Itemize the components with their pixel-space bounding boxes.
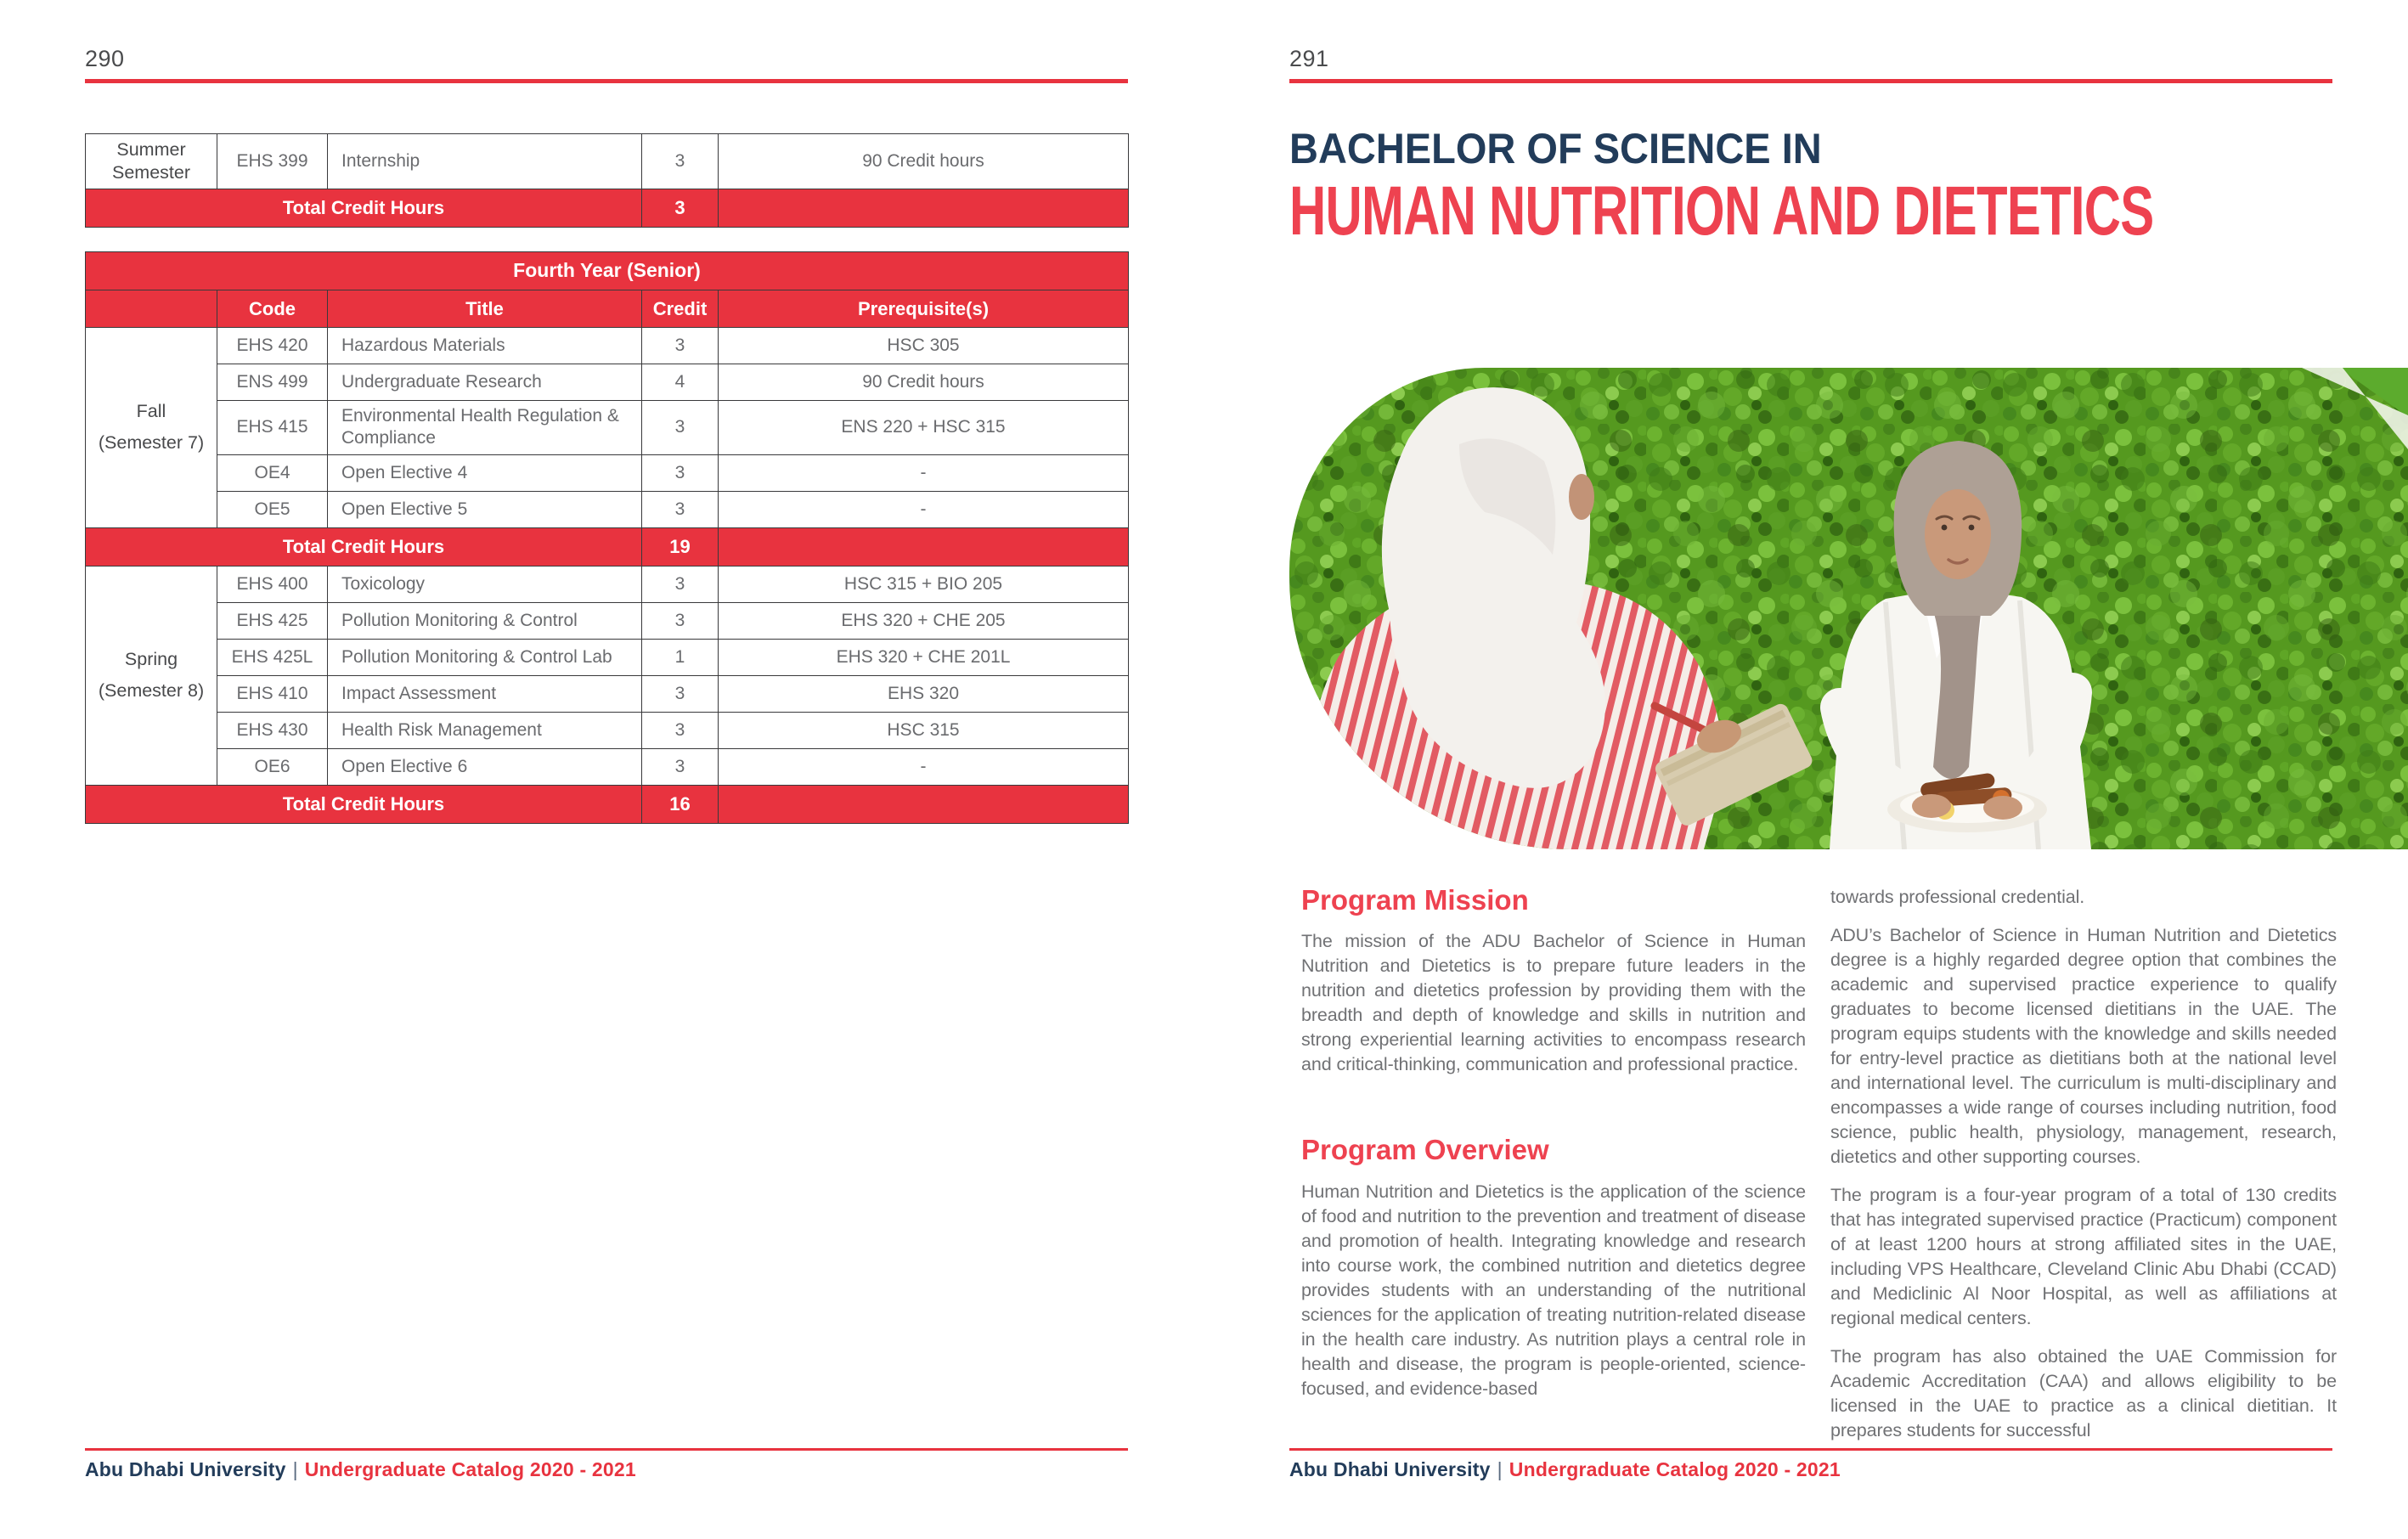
cell-credit: 4 bbox=[642, 364, 719, 400]
cell-title: Hazardous Materials bbox=[328, 327, 642, 364]
cell-semester-fall bbox=[86, 327, 217, 527]
footer-separator: | bbox=[1497, 1458, 1503, 1480]
cell-prereq: EHS 320 + CHE 201L bbox=[719, 639, 1129, 675]
cell-prereq: HSC 315 bbox=[719, 712, 1129, 748]
cell-title: Open Elective 4 bbox=[328, 454, 642, 491]
text-column-left bbox=[1301, 885, 1806, 1415]
program-paragraph: ADU’s Bachelor of Science in Human Nutrition and Dietetics degree is a highly regarded degree option that combines the academic and supervised practice experience to qualify graduates to become licensed dietitians in the UAE. The program equips students with the knowledge and skills needed for entry-level practice as dietitians both at the national level and international level. The curriculum is multi-disciplinary and encompasses a wide range of courses including nutrition, food science, public health, physiology, management, research, dietetics and other supporting courses. bbox=[1830, 925, 2337, 1167]
overview-continuation-text: towards professional credential. bbox=[1830, 887, 2085, 907]
table-row bbox=[86, 602, 1129, 639]
cell-total-label: Total Credit Hours bbox=[86, 527, 642, 566]
table-row bbox=[86, 364, 1129, 400]
footer bbox=[85, 1458, 636, 1481]
program-paragraph: The program is a four-year program of a total of 130 credits that has integrated supervised practice (Practicum) component of at least 1200 hours at strong affiliated sites in the UAE, including VPS Healthcare, Cleveland Clinic Abu Dhabi (CCAD) and Mediclinic Al Noor Hospital, as well as affiliations at regional medical centers. bbox=[1830, 1185, 2337, 1328]
semester-name: Spring bbox=[124, 649, 178, 670]
table-header-row bbox=[86, 290, 1129, 327]
cell-prereq: 90 Credit hours bbox=[719, 134, 1129, 189]
cell-credit: 1 bbox=[642, 639, 719, 675]
cell-title: Toxicology bbox=[328, 566, 642, 602]
footer-rule bbox=[1289, 1448, 2332, 1451]
table-row bbox=[86, 327, 1129, 364]
table-row bbox=[86, 675, 1129, 712]
cell-prereq: - bbox=[719, 454, 1129, 491]
cell-title: Health Risk Management bbox=[328, 712, 642, 748]
table-row bbox=[86, 748, 1129, 785]
footer-university: Abu Dhabi University bbox=[85, 1458, 286, 1480]
cell-total-value: 3 bbox=[642, 189, 719, 227]
cell-prereq: ENS 220 + HSC 315 bbox=[719, 400, 1129, 454]
footer bbox=[1289, 1458, 1841, 1481]
table-row bbox=[86, 712, 1129, 748]
footer-separator: | bbox=[292, 1458, 298, 1480]
cell-code: EHS 410 bbox=[217, 675, 328, 712]
page-number: 291 bbox=[1289, 46, 1329, 71]
cell-title: Undergraduate Research bbox=[328, 364, 642, 400]
fourth-year-table bbox=[85, 251, 1129, 824]
cell-total-value: 19 bbox=[642, 527, 719, 566]
text-column-right bbox=[1830, 885, 2337, 1457]
header-prereq: Prerequisite(s) bbox=[719, 290, 1129, 327]
table-banner-row bbox=[86, 251, 1129, 290]
cell-code: EHS 430 bbox=[217, 712, 328, 748]
cell-title: Internship bbox=[328, 134, 642, 189]
program-overview-heading: Program Overview bbox=[1301, 1134, 1549, 1166]
cell-title: Pollution Monitoring & Control Lab bbox=[328, 639, 642, 675]
summer-semester-table bbox=[85, 133, 1129, 228]
header-title: Title bbox=[328, 290, 642, 327]
cell-prereq-empty bbox=[719, 785, 1129, 823]
cell-credit: 3 bbox=[642, 748, 719, 785]
degree-title-line1: BACHELOR OF SCIENCE IN bbox=[1289, 125, 1822, 172]
program-overview-text: Human Nutrition and Dietetics is the application of the science of food and nutrition to the prevention and treatment of disease and promotion of health. Integrating knowledge and research into course work, the combined nutrition and dietetics degree provides students with an understanding of the nutritional sciences for the application of treating nutrition-related disease in the health care industry. As nutrition plays a central role in health and disease, the program is people-oriented, science-focused, and evidence-based bbox=[1301, 1181, 1806, 1399]
cell-total-label: Total Credit Hours bbox=[86, 785, 642, 823]
cell-title: Open Elective 5 bbox=[328, 491, 642, 527]
program-mission-text: The mission of the ADU Bachelor of Science in Human Nutrition and Dietetics is to prepare future leaders in the nutrition and dietetics profession by providing them with the breadth and depth of knowledge and skills in nutrition and strong experiential learning activities to encompass research and critical-thinking, communication and professional practice. bbox=[1301, 931, 1806, 1075]
table-row bbox=[86, 566, 1129, 602]
photo-illustration bbox=[1289, 368, 2408, 849]
table-row bbox=[86, 134, 1129, 189]
cell-credit: 3 bbox=[642, 712, 719, 748]
cell-code: ENS 499 bbox=[217, 364, 328, 400]
cell-semester-spring bbox=[86, 566, 217, 785]
table-row bbox=[86, 491, 1129, 527]
total-row bbox=[86, 189, 1129, 227]
cell-prereq-empty bbox=[719, 527, 1129, 566]
cell-title: Pollution Monitoring & Control bbox=[328, 602, 642, 639]
footer-catalog: Undergraduate Catalog 2020 - 2021 bbox=[304, 1458, 636, 1480]
cell-code: EHS 400 bbox=[217, 566, 328, 602]
semester-name: Fall bbox=[136, 401, 166, 422]
cell-credit: 3 bbox=[642, 327, 719, 364]
cell-code: EHS 425 bbox=[217, 602, 328, 639]
footer-catalog: Undergraduate Catalog 2020 - 2021 bbox=[1509, 1458, 1841, 1480]
cell-code: OE5 bbox=[217, 491, 328, 527]
cell-total-value: 16 bbox=[642, 785, 719, 823]
footer-university: Abu Dhabi University bbox=[1289, 1458, 1491, 1480]
table-banner: Fourth Year (Senior) bbox=[86, 251, 1129, 290]
course-tables bbox=[85, 133, 1128, 824]
header-rule bbox=[85, 79, 1128, 83]
header-credit: Credit bbox=[642, 290, 719, 327]
program-mission-heading: Program Mission bbox=[1301, 884, 1529, 916]
cell-title: Impact Assessment bbox=[328, 675, 642, 712]
header-code: Code bbox=[217, 290, 328, 327]
semester-number: (Semester 7) bbox=[98, 432, 205, 454]
cell-prereq: - bbox=[719, 491, 1129, 527]
program-paragraph: The program has also obtained the UAE Commission for Academic Accreditation (CAA) and allows eligibility to be licensed in the UAE to practice as a clinical dietitian. It prepares students for successful bbox=[1830, 1346, 2337, 1440]
footer-rule bbox=[85, 1448, 1128, 1451]
table-row bbox=[86, 454, 1129, 491]
cell-title: Open Elective 6 bbox=[328, 748, 642, 785]
total-row bbox=[86, 785, 1129, 823]
cell-prereq-empty bbox=[719, 189, 1129, 227]
page-number: 290 bbox=[85, 46, 125, 71]
semester-number: (Semester 8) bbox=[98, 680, 205, 702]
cell-code: OE4 bbox=[217, 454, 328, 491]
total-row bbox=[86, 527, 1129, 566]
cell-prereq: 90 Credit hours bbox=[719, 364, 1129, 400]
cell-credit: 3 bbox=[642, 454, 719, 491]
cell-prereq: EHS 320 bbox=[719, 675, 1129, 712]
header-semester-empty bbox=[86, 290, 217, 327]
cell-semester: Summer Semester bbox=[86, 134, 217, 189]
program-photo bbox=[1289, 368, 2408, 849]
header-rule bbox=[1289, 79, 2332, 83]
catalog-page-right bbox=[1204, 0, 2408, 1539]
cell-code: OE6 bbox=[217, 748, 328, 785]
cell-prereq: - bbox=[719, 748, 1129, 785]
cell-total-label: Total Credit Hours bbox=[86, 189, 642, 227]
cell-credit: 3 bbox=[642, 491, 719, 527]
cell-credit: 3 bbox=[642, 602, 719, 639]
cell-code: EHS 415 bbox=[217, 400, 328, 454]
cell-prereq: HSC 305 bbox=[719, 327, 1129, 364]
cell-code: EHS 399 bbox=[217, 134, 328, 189]
table-row bbox=[86, 639, 1129, 675]
cell-title: Environmental Health Regulation & Compliance bbox=[328, 400, 642, 454]
cell-code: EHS 420 bbox=[217, 327, 328, 364]
table-row bbox=[86, 400, 1129, 454]
cell-credit: 3 bbox=[642, 400, 719, 454]
cell-credit: 3 bbox=[642, 566, 719, 602]
cell-prereq: HSC 315 + BIO 205 bbox=[719, 566, 1129, 602]
cell-credit: 3 bbox=[642, 675, 719, 712]
cell-code: EHS 425L bbox=[217, 639, 328, 675]
degree-title-line2: HUMAN NUTRITION AND DIETETICS bbox=[1289, 172, 2154, 250]
cell-credit: 3 bbox=[642, 134, 719, 189]
cell-prereq: EHS 320 + CHE 205 bbox=[719, 602, 1129, 639]
